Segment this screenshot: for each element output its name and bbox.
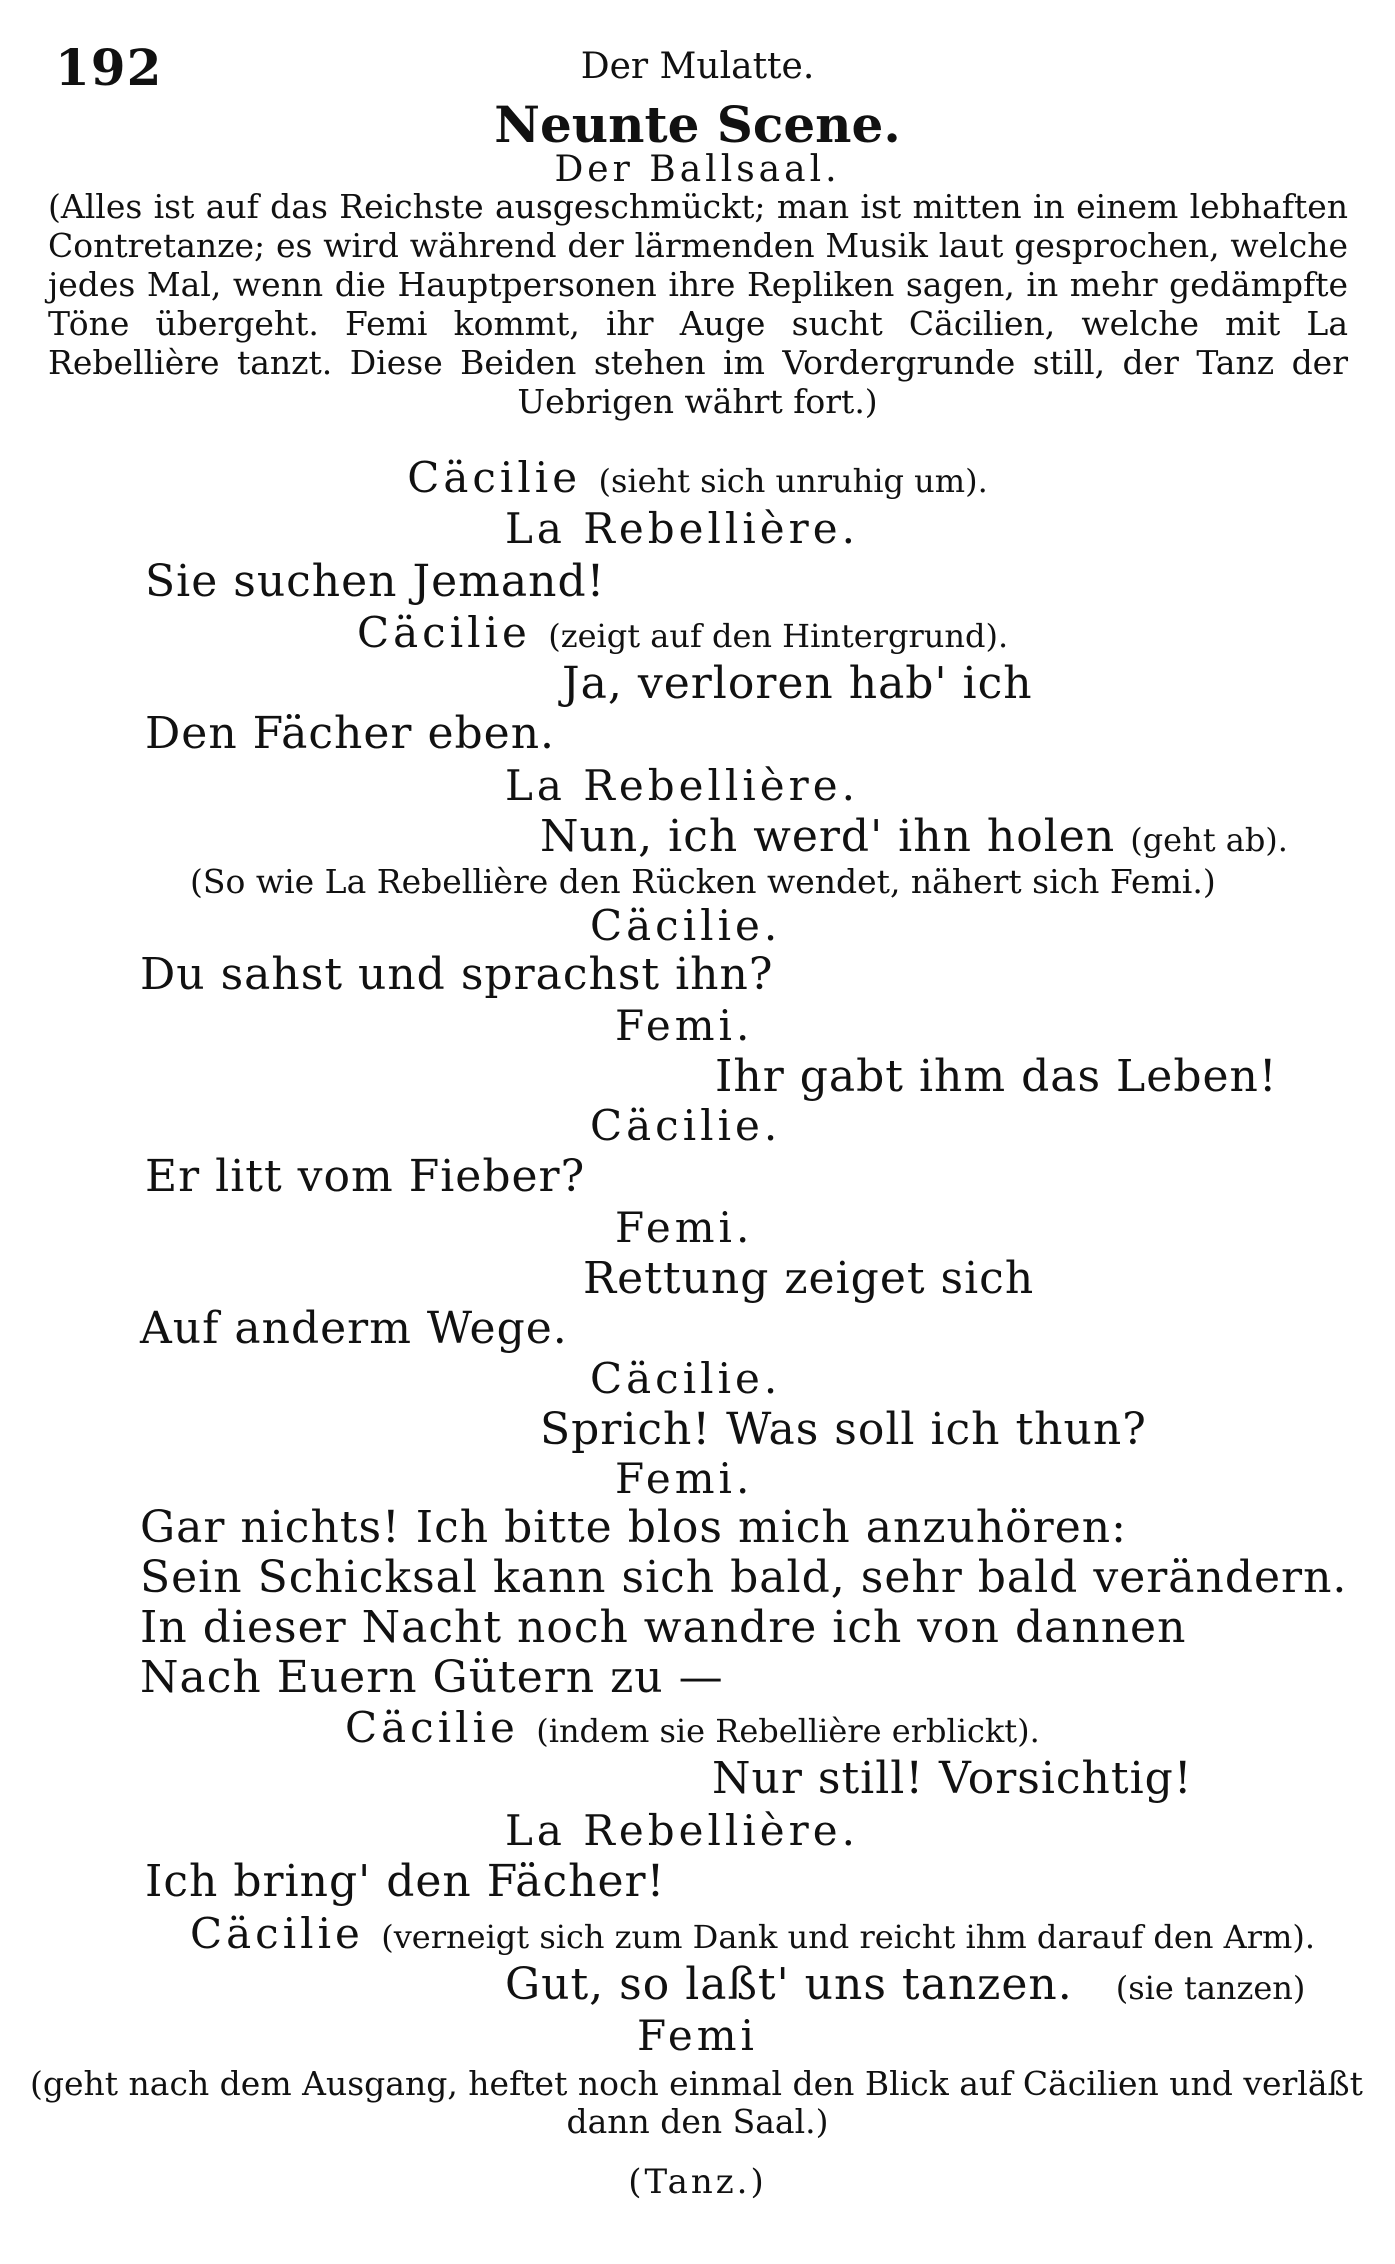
verse-line: Gar nichts! Ich bitte blos mich anzuhören: [140,1502,1127,1553]
stage-direction-line: jedes Mal, wenn die Hauptpersonen ihre Repliken sagen, in mehr gedämpfte [48,265,1348,304]
verse-line: Sein Schicksal kann sich bald, sehr bald verändern. [140,1552,1348,1603]
verse-line: Ich bring' den Fächer! [145,1856,666,1907]
speaker-name: Cäcilie [407,453,582,502]
speaker-name: Cäcilie [357,608,531,657]
speaker-name: Cäcilie. [590,1101,782,1150]
speaker-name: Femi. [615,1001,754,1050]
verse-line: Auf anderm Wege. [140,1303,568,1354]
verse-line: Sie suchen Jemand! [145,556,606,607]
speaker-name: Femi [637,2011,758,2060]
speaker-name: La Rebellière. [505,761,859,810]
stage-direction-line: (Alles ist auf das Reichste ausgeschmückt; man ist mitten in einem lebhaften [48,187,1348,226]
stage-direction-line: (geht nach dem Ausgang, heftet noch einmal den Blick auf Cäcilien und verläßt [30,2064,1363,2103]
verse-line: Er litt vom Fieber? [145,1151,586,1202]
scene-setting: Der Ballsaal. [554,149,841,190]
verse-line: Ihr gabt ihm das Leben! [715,1051,1278,1102]
speaker-direction: (verneigt sich zum Dank und reicht ihm darauf den Arm). [381,1918,1315,1956]
speaker-line [190,1909,1315,1958]
stage-direction: (So wie La Rebellière den Rücken wendet, nähert sich Femi.) [190,862,1216,901]
verse-line [540,811,1288,862]
verse-line [505,1959,1306,2010]
running-title: Der Mulatte. [580,46,815,87]
stage-direction-line: Contretanze; es wird während der lärmenden Musik laut gesprochen, welche [48,226,1348,265]
verse-line: In dieser Nacht noch wandre ich von dannen [140,1602,1187,1653]
stage-direction-line: dann den Saal.) [566,2102,829,2141]
speaker-name: Cäcilie. [590,1354,782,1403]
stage-direction-inline: (sie tanzen) [1115,1969,1306,2007]
speaker-name: La Rebellière. [505,1806,859,1855]
verse-text: Gut, so laßt' uns tanzen. [505,1959,1073,2010]
speaker-name: Cäcilie [345,1703,519,1752]
page-number: 192 [55,38,163,97]
speaker-line [345,1703,1040,1752]
speaker-name: Femi. [615,1203,754,1252]
speaker-name: Cäcilie [190,1909,364,1958]
speaker-name: Cäcilie. [590,901,782,950]
verse-line: Den Fächer eben. [145,708,556,759]
speaker-line [0,453,1395,502]
stage-direction-inline: (geht ab). [1130,821,1288,859]
speaker-name: La Rebellière. [505,504,859,553]
speaker-direction: (indem sie Rebellière erblickt). [536,1712,1040,1750]
speaker-direction: (sieht sich unruhig um). [598,462,988,500]
stage-direction-line: Töne übergeht. Femi kommt, ihr Auge sucht Cäcilien, welche mit La [48,304,1348,343]
stage-direction-line: Uebrigen währt fort.) [517,382,878,421]
verse-text: Nun, ich werd' ihn holen [540,811,1116,862]
stage-direction-line: Rebellière tanzt. Diese Beiden stehen im Vordergrunde still, der Tanz der [48,343,1348,382]
speaker-direction: (zeigt auf den Hintergrund). [548,617,1009,655]
verse-line: Nach Euern Gütern zu — [140,1652,724,1703]
stage-direction: (Tanz.) [628,2162,767,2202]
scene-title: Neunte Scene. [494,95,901,154]
verse-line: Nur still! Vorsichtig! [712,1753,1193,1804]
speaker-line [357,608,1009,657]
speaker-name: Femi. [615,1454,754,1503]
verse-line: Du sahst und sprachst ihn? [140,949,774,1000]
verse-line: Rettung zeiget sich [583,1253,1035,1304]
verse-line: Ja, verloren hab' ich [562,658,1033,709]
verse-line: Sprich! Was soll ich thun? [540,1404,1147,1455]
